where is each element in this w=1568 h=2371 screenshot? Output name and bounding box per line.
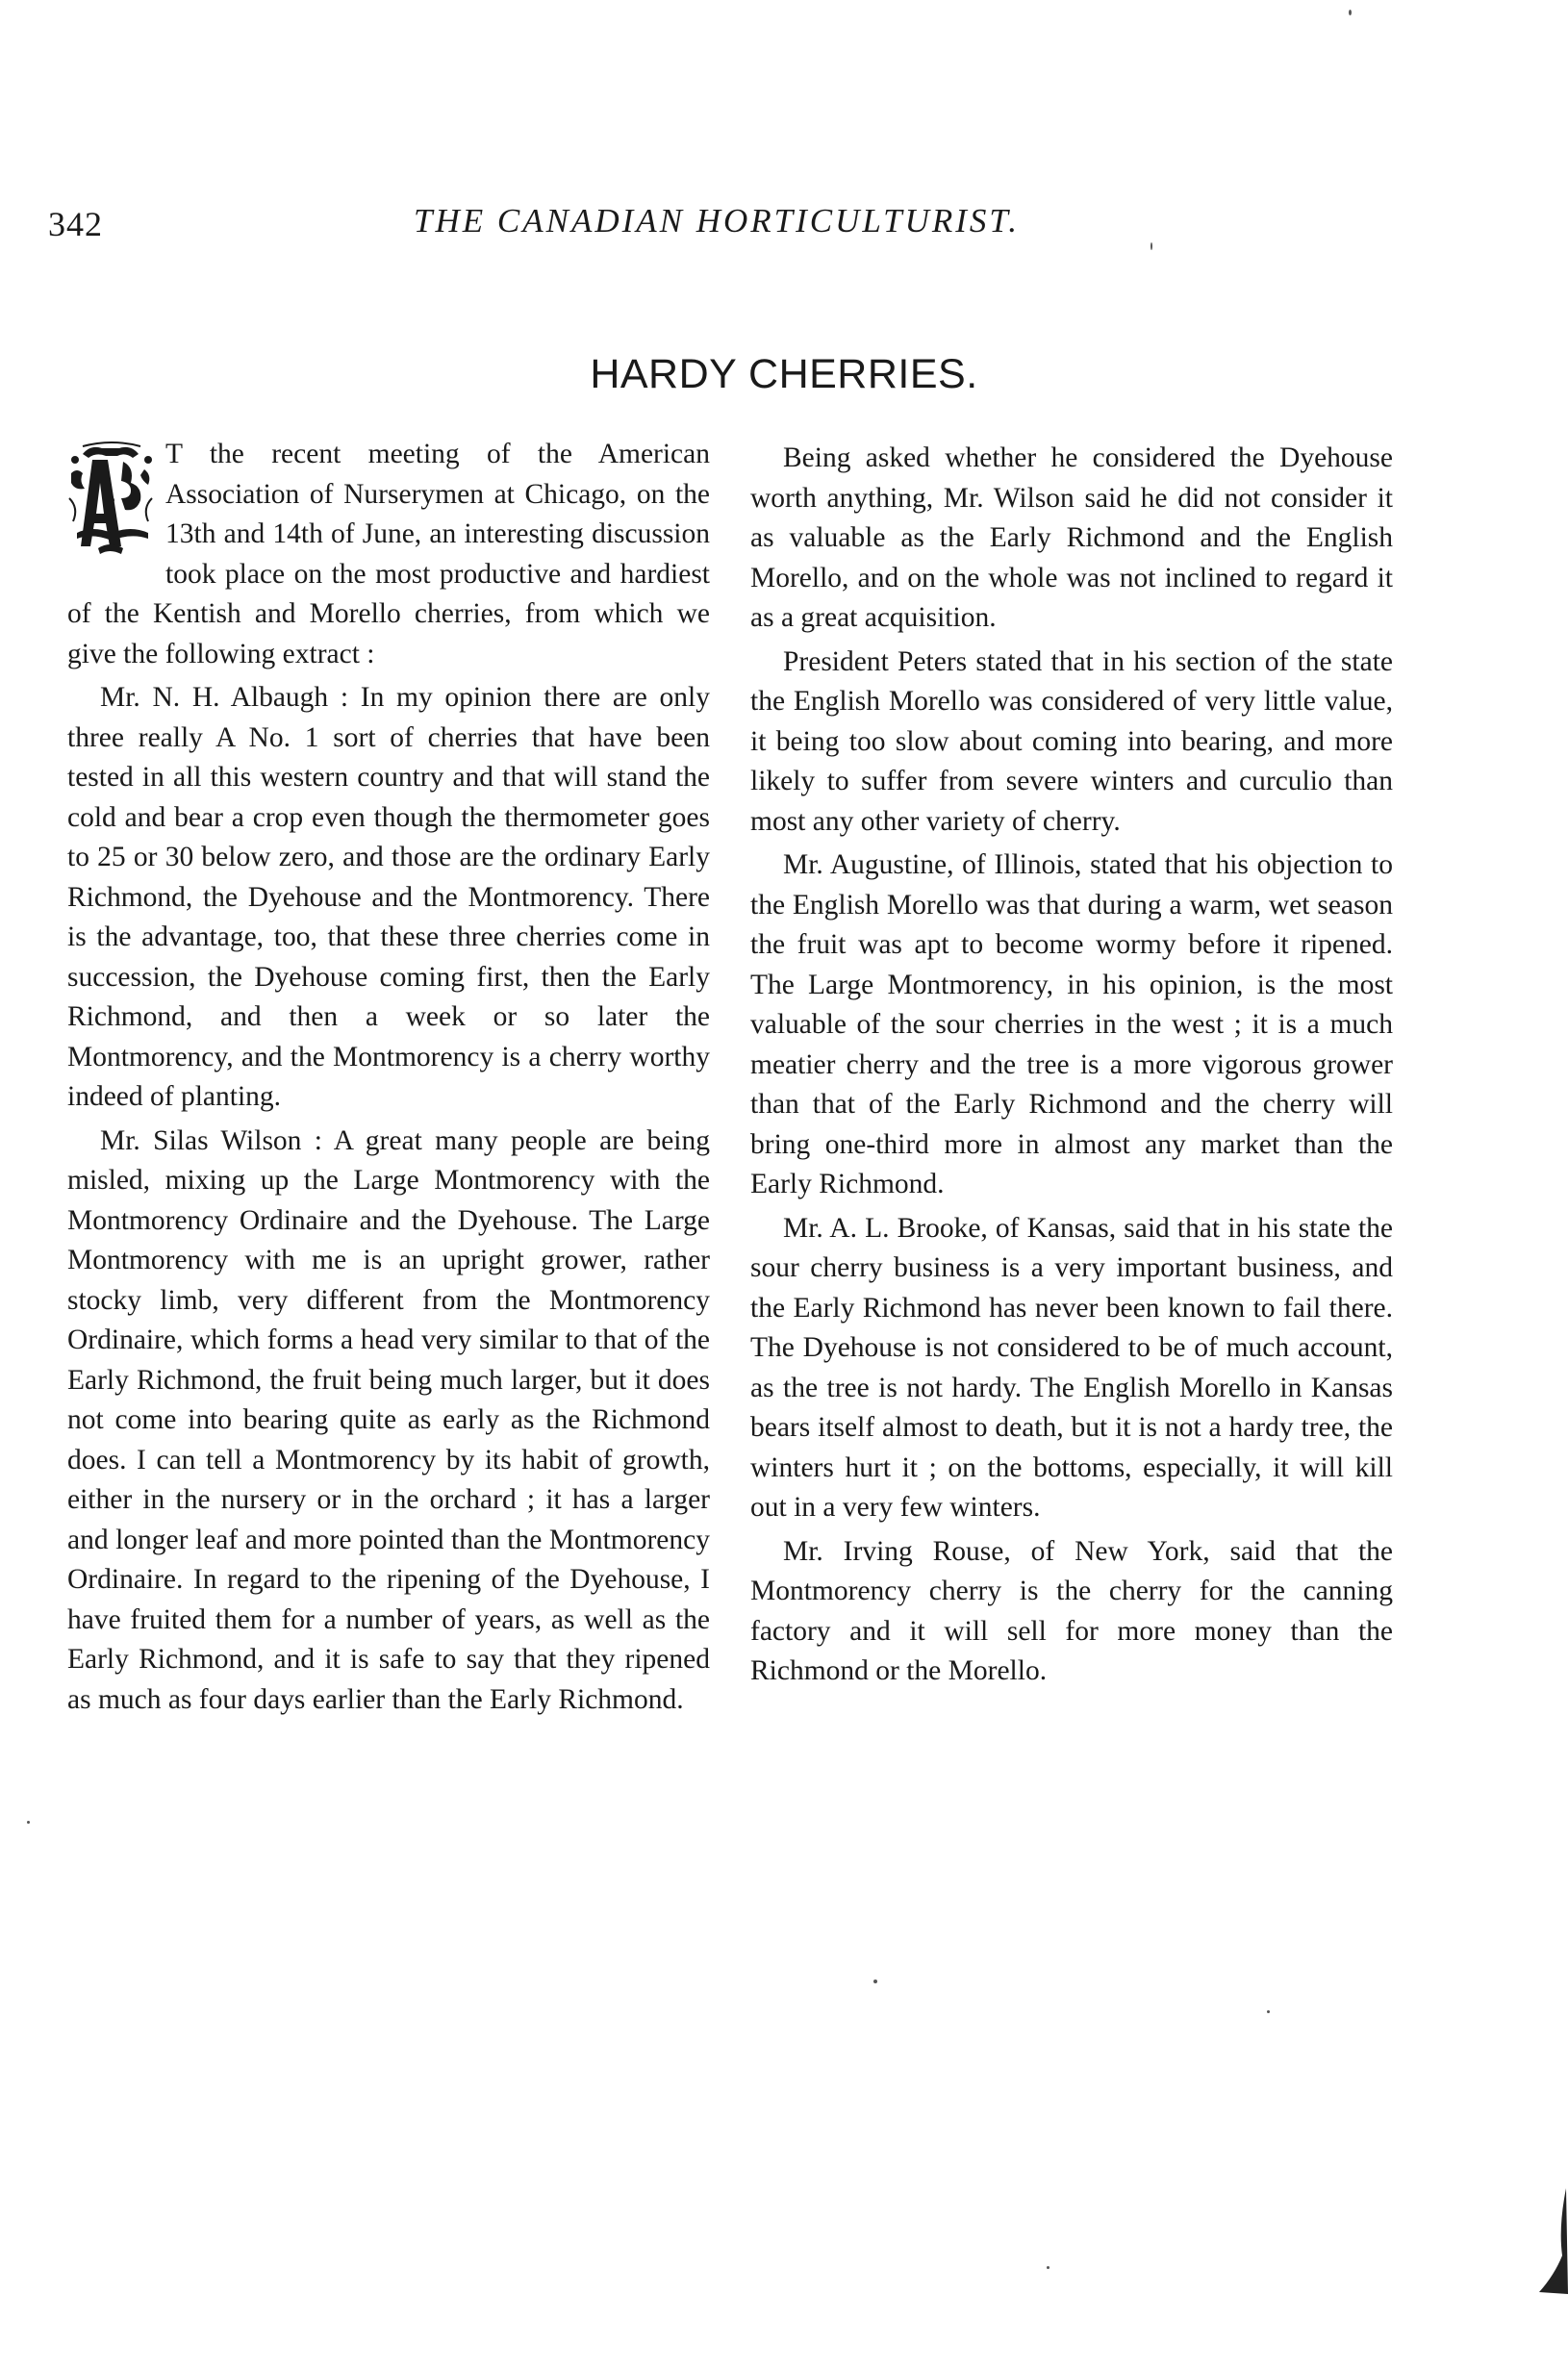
page-edge-mark <box>1530 2188 1568 2294</box>
article-title: HARDY CHERRIES. <box>590 351 978 397</box>
scan-speck <box>1047 2266 1050 2269</box>
ornamental-drop-cap <box>63 441 158 558</box>
left-column <box>67 435 710 1724</box>
scan-speck <box>1151 242 1152 250</box>
scan-speck <box>1349 10 1352 15</box>
paragraph-wilson-dyehouse: Being asked whether he considered the Dyehouse worth anything, Mr. Wilson said he did not consider it as valuable as the Early Richmond and the English Morello, and on the whole was not inclined to regard it as a great acquisition. <box>750 442 1393 633</box>
paragraph-peters: President Peters stated that in his section of the state the English Morello was considered of very little value, it being too slow about coming into bearing, and more likely to suffer from severe winters and curculio than most any other variety of cherry. <box>750 645 1393 837</box>
paragraph-augustine: Mr. Augustine, of Illinois, stated that his objection to the English Morello was that during a warm, wet season the fruit was apt to become wormy before it ripened. The Large Montmorency, in his opinion, is the most valuable of the sour cherries in the west ; it is a much meatier cherry and the tree is a more vigorous grower than that of the Early Richmond and the cherry will bring one-third more in almost any market than the Early Richmond. <box>750 849 1393 1199</box>
paragraph-intro <box>67 435 710 674</box>
paragraph-brooke: Mr. A. L. Brooke, of Kansas, said that in his state the sour cherry business is a very important business, and the Early Richmond has never been known to fail there. The Dyehouse is not considered to be of much account, as the tree is not hardy. The English Morello in Kansas bears itself almost to death, but it is not a hardy tree, the winters hurt it ; on the bottoms, especially, it will kill out in a very few winters. <box>750 1212 1393 1523</box>
scan-speck <box>1267 2010 1270 2013</box>
paragraph-wilson: Mr. Silas Wilson : A great many people are being misled, mixing up the Large Montmorency with the Montmorency Ordinaire and the Dyehouse. The Large Montmorency with me is an upright grower, rather stocky limb, very different from the Montmorency Ordinaire, which forms a head very similar to that of the Early Richmond, the fruit being much larger, but it does not come into bearing quite as early as the Richmond does. I can tell a Montmorency by its habit of growth, either in the nursery or in the orchard ; it has a larger and longer leaf and more pointed than the Montmorency Ordinaire. In regard to the ripening of the Dyehouse, I have fruited them for a number of years, as well as the Early Richmond, and it is safe to say that they ripened as much as four days earlier than the Early Richmond. <box>67 1124 710 1715</box>
scan-speck <box>873 1980 877 1983</box>
page-number: 342 <box>48 205 103 243</box>
paragraph-rouse: Mr. Irving Rouse, of New York, said that the Montmorency cherry is the cherry for the canning factory and it will sell for more money than the Richmond or the Morello. <box>750 1535 1393 1686</box>
scan-speck <box>27 1821 30 1824</box>
intro-text: T the recent meeting of the American Association of Nurserymen at Chicago, on the 13th and 14th of June, an interesting discussion took place on the most productive and hardiest of the Kentish and Morello cherries, from which we give the following extract : <box>67 439 710 669</box>
right-column <box>750 439 1393 1696</box>
running-head: THE CANADIAN HORTICULTURIST. <box>414 202 1021 240</box>
paragraph-albaugh: Mr. N. H. Albaugh : In my opinion there are only three really A No. 1 sort of cherries that have been tested in all this western country and that will stand the cold and bear a crop even though the thermometer goes to 25 or 30 below zero, and those are the ordinary Early Richmond, the Dyehouse and the Montmorency. There is the advantage, too, that these three cherries come in succession, the Dyehouse coming first, then the Early Richmond, and then a week or so later the Montmorency, and the Montmorency is a cherry worthy indeed of planting. <box>67 682 710 1112</box>
